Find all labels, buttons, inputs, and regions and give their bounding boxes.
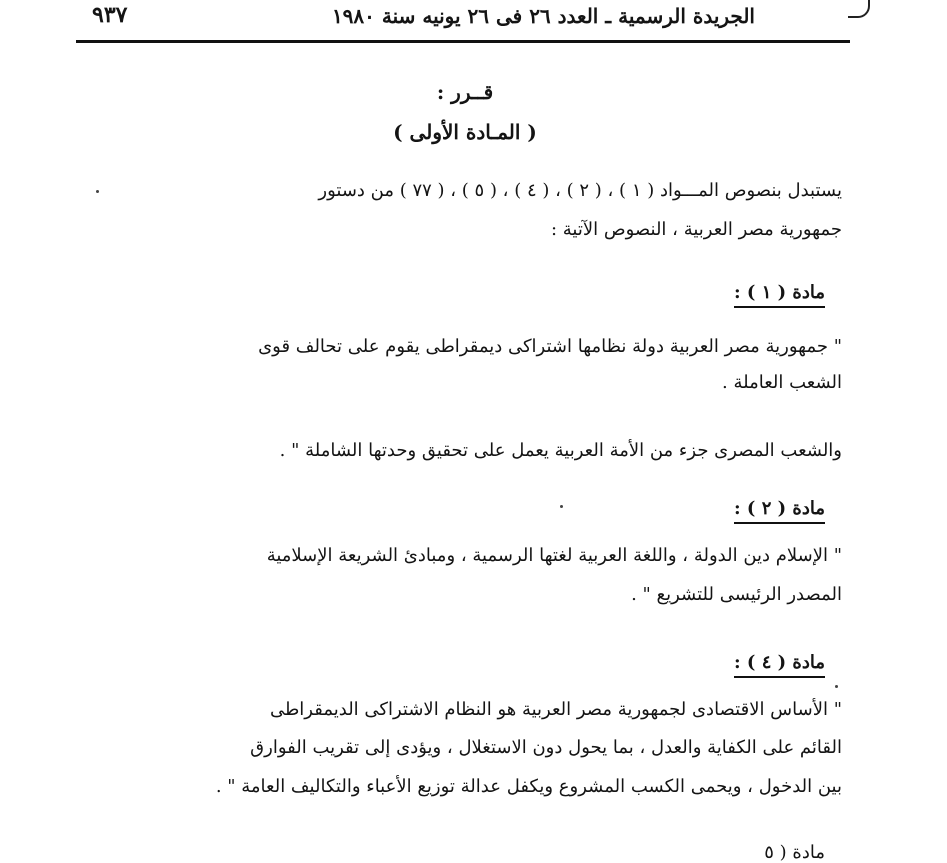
article-line: بين الدخول ، ويحمى الكسب المشروع ويكفل عدالة توزيع الأعباء والتكاليف العامة " . (215, 776, 842, 797)
decree-heading: قــرر : (436, 80, 494, 104)
scan-speck (560, 505, 563, 508)
header-title: الجريدة الرسمية ـ العدد ٢٦ فى ٢٦ يونيه سنة ١٩٨٠ (331, 4, 755, 28)
scan-speck (96, 190, 99, 193)
header-rule (76, 40, 850, 43)
article-line: " الأساس الاقتصادى لجمهورية مصر العربية هو النظام الاشتراكى الديمقراطى (269, 699, 842, 720)
intro-line: يستبدل بنصوص المـــواد ( ١ ) ، ( ٢ ) ، ( ٤ ) ، ( ٥ ) ، ( ٧٧ ) من دستور (318, 180, 842, 201)
article-line: " جمهورية مصر العربية دولة نظامها اشتراكى ديمقراطى يقوم على تحالف قوى (258, 336, 842, 357)
intro-line: جمهورية مصر العربية ، النصوص الآتية : (550, 219, 842, 240)
next-article-fragment: مادة ( ٥ (764, 842, 825, 863)
article-label: مادة ( ٤ ) : (734, 652, 825, 678)
article-line: والشعب المصرى جزء من الأمة العربية يعمل على تحقيق وحدتها الشاملة " . (279, 440, 842, 461)
corner-mark-icon (848, 0, 870, 18)
article-one-heading: ( المـادة الأولى ) (393, 120, 537, 144)
article-line: الشعب العاملة . (722, 372, 842, 393)
article-line: المصدر الرئيسى للتشريع " . (631, 584, 842, 605)
page-header (80, 0, 850, 38)
article-line: " الإسلام دين الدولة ، واللغة العربية لغتها الرسمية ، ومبادئ الشريعة الإسلامية (266, 545, 842, 566)
article-line: القائم على الكفاية والعدل ، بما يحول دون الاستغلال ، ويؤدى إلى تقريب الفوارق (250, 737, 842, 758)
article-label: مادة ( ١ ) : (734, 282, 825, 308)
page-number: ٩٣٧ (92, 2, 128, 28)
scan-speck (835, 685, 838, 688)
article-label: مادة ( ٢ ) : (734, 498, 825, 524)
